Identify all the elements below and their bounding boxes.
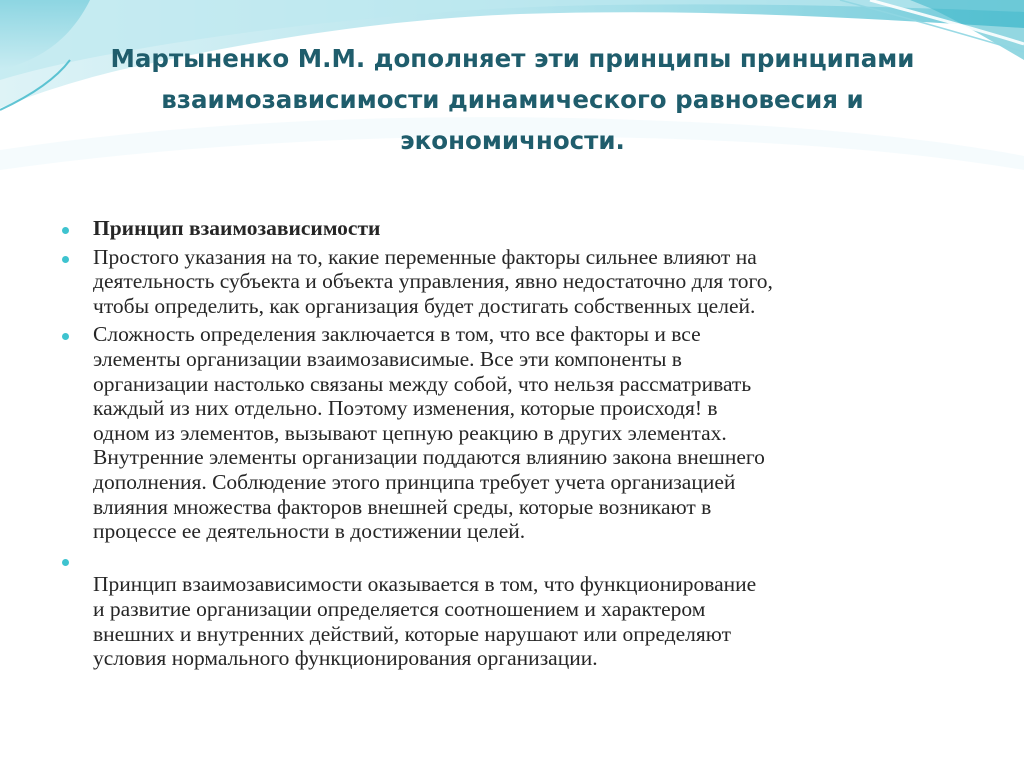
- bullet-text: Внутренние элементы организации поддаются влиянию закона внешнего: [93, 445, 765, 470]
- paragraph: [62, 572, 967, 670]
- bullet-text: деятельность субъекта и объекта управления, явно недостаточно для того,: [93, 269, 773, 294]
- bullet-text: влияния множества факторов внешней среды, которые возникают в: [93, 494, 712, 519]
- bullet-text: Сложность определения заключается в том, что все факторы и все: [93, 322, 701, 347]
- title-line: взаимозависимости динамического равновесия и: [161, 85, 864, 114]
- bullet-dot-icon: [62, 333, 69, 340]
- bullet-text: чтобы определить, как организация будет достигать собственных целей.: [93, 293, 756, 318]
- bullet-text: элементы организации взаимозависимые. Все эти компоненты в: [93, 346, 682, 371]
- bullet-text: каждый из них отдельно. Поэтому изменения, которые происходя! в: [93, 396, 718, 421]
- bullet-text: организации настолько связаны между собой, что нельзя рассматривать: [93, 371, 752, 396]
- bullet-dot-icon: [62, 227, 69, 234]
- bullet-item-empty: [62, 548, 967, 573]
- paragraph-text: Принцип взаимозависимости оказывается в том, что функционирование: [93, 572, 757, 597]
- bullet-dot-icon: [62, 559, 69, 566]
- bullet-text: одном из элементов, вызывают цепную реакцию в других элементах.: [93, 420, 727, 445]
- paragraph-text: и развитие организации определяется соотношением и характером: [93, 596, 706, 621]
- bullet-item-heading: [62, 216, 967, 241]
- bullet-dot-icon: [62, 256, 69, 263]
- title-line: Мартыненко М.М. дополняет эти принципы принципами: [110, 44, 915, 73]
- bullet-text: дополнения. Соблюдение этого принципа требует учета организацией: [93, 469, 736, 494]
- bullet-item: [62, 322, 967, 543]
- bullet-text: Простого указания на то, какие переменные факторы сильнее влияют на: [93, 244, 757, 269]
- bullet-item: [62, 245, 967, 319]
- bullet-text: процессе ее деятельности в достижении целей.: [93, 519, 526, 544]
- paragraph-text: условия нормального функционирования организации.: [93, 646, 598, 671]
- slide-title: [60, 38, 965, 161]
- title-line: экономичности.: [400, 126, 625, 155]
- bullet-text: Принцип взаимозависимости: [93, 216, 381, 240]
- paragraph-text: внешних и внутренних действий, которые нарушают или определяют: [93, 621, 731, 646]
- bullet-list: [62, 216, 967, 671]
